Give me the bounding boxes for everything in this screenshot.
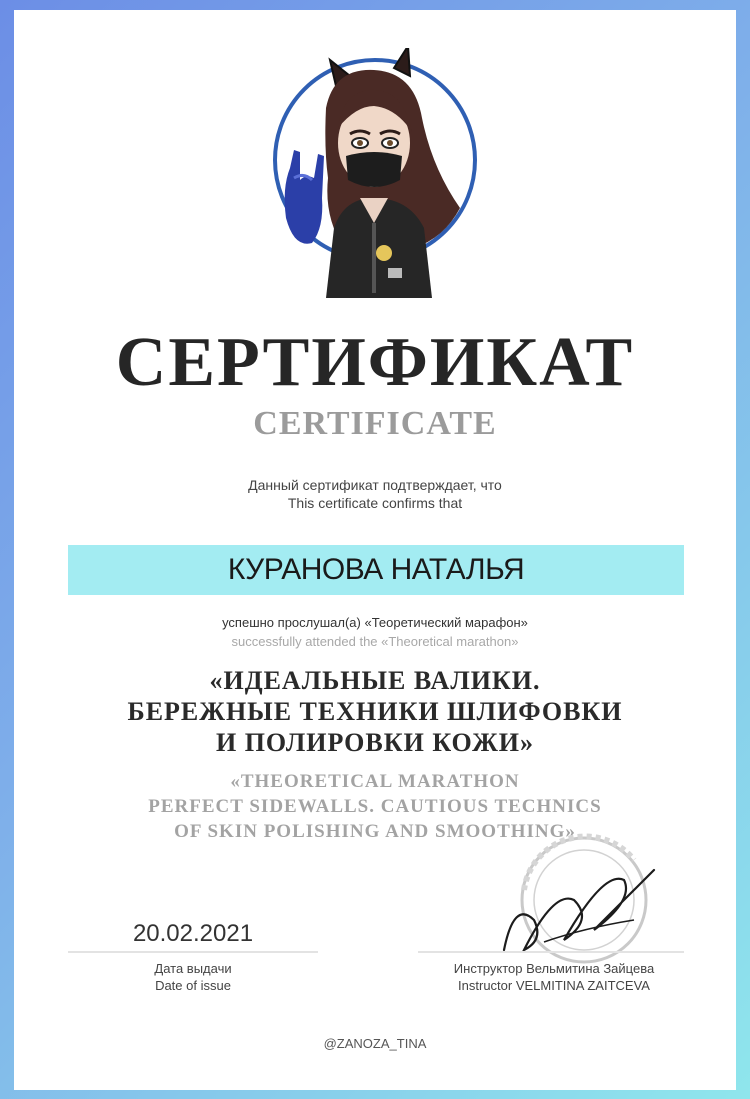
recipient-name: КУРАНОВА НАТАЛЬЯ <box>227 553 525 586</box>
course-ru-line: «ИДЕАЛЬНЫЕ ВАЛИКИ. <box>209 666 541 695</box>
course-en-line: OF SKIN POLISHING AND SMOOTHING» <box>174 821 576 842</box>
issue-date: 20.02.2021 <box>132 920 254 947</box>
avatar-illustration-icon <box>264 48 486 304</box>
course-ru-line: И ПОЛИРОВКИ КОЖИ» <box>215 728 535 757</box>
course-ru-line: БЕРЕЖНЫЕ ТЕХНИКИ ШЛИФОВКИ <box>127 697 623 726</box>
instructor-label-russian: Инструктор Вельмитина Зайцева <box>453 961 655 976</box>
confirm-text-russian: Данный сертификат подтверждает, что <box>248 477 502 493</box>
title-english: CERTIFICATE <box>253 405 497 442</box>
course-en-line: PERFECT SIDEWALLS. CAUTIOUS TECHNICS <box>148 796 602 817</box>
course-title-russian <box>14 665 736 758</box>
attended-text-english: successfully attended the «Theoretical marathon» <box>231 634 519 649</box>
issue-date-label-russian: Дата выдачи <box>154 961 232 976</box>
course-en-line: «THEORETICAL MARATHON <box>230 771 520 792</box>
social-handle: @ZANOZA_TINA <box>323 1036 427 1051</box>
instructor-label-english: Instructor VELMITINA ZAITCEVA <box>458 978 650 993</box>
instructor-divider <box>418 951 684 953</box>
title-russian: СЕРТИФИКАТ <box>115 324 635 401</box>
date-divider <box>68 951 318 953</box>
issue-date-label-english: Date of issue <box>155 978 231 993</box>
attended-text-russian: успешно прослушал(а) «Теоретический марафон» <box>222 615 528 630</box>
recipient-name-bar <box>68 545 684 595</box>
confirm-text-english: This certificate confirms that <box>287 495 463 511</box>
certificate-sheet <box>14 10 736 1090</box>
